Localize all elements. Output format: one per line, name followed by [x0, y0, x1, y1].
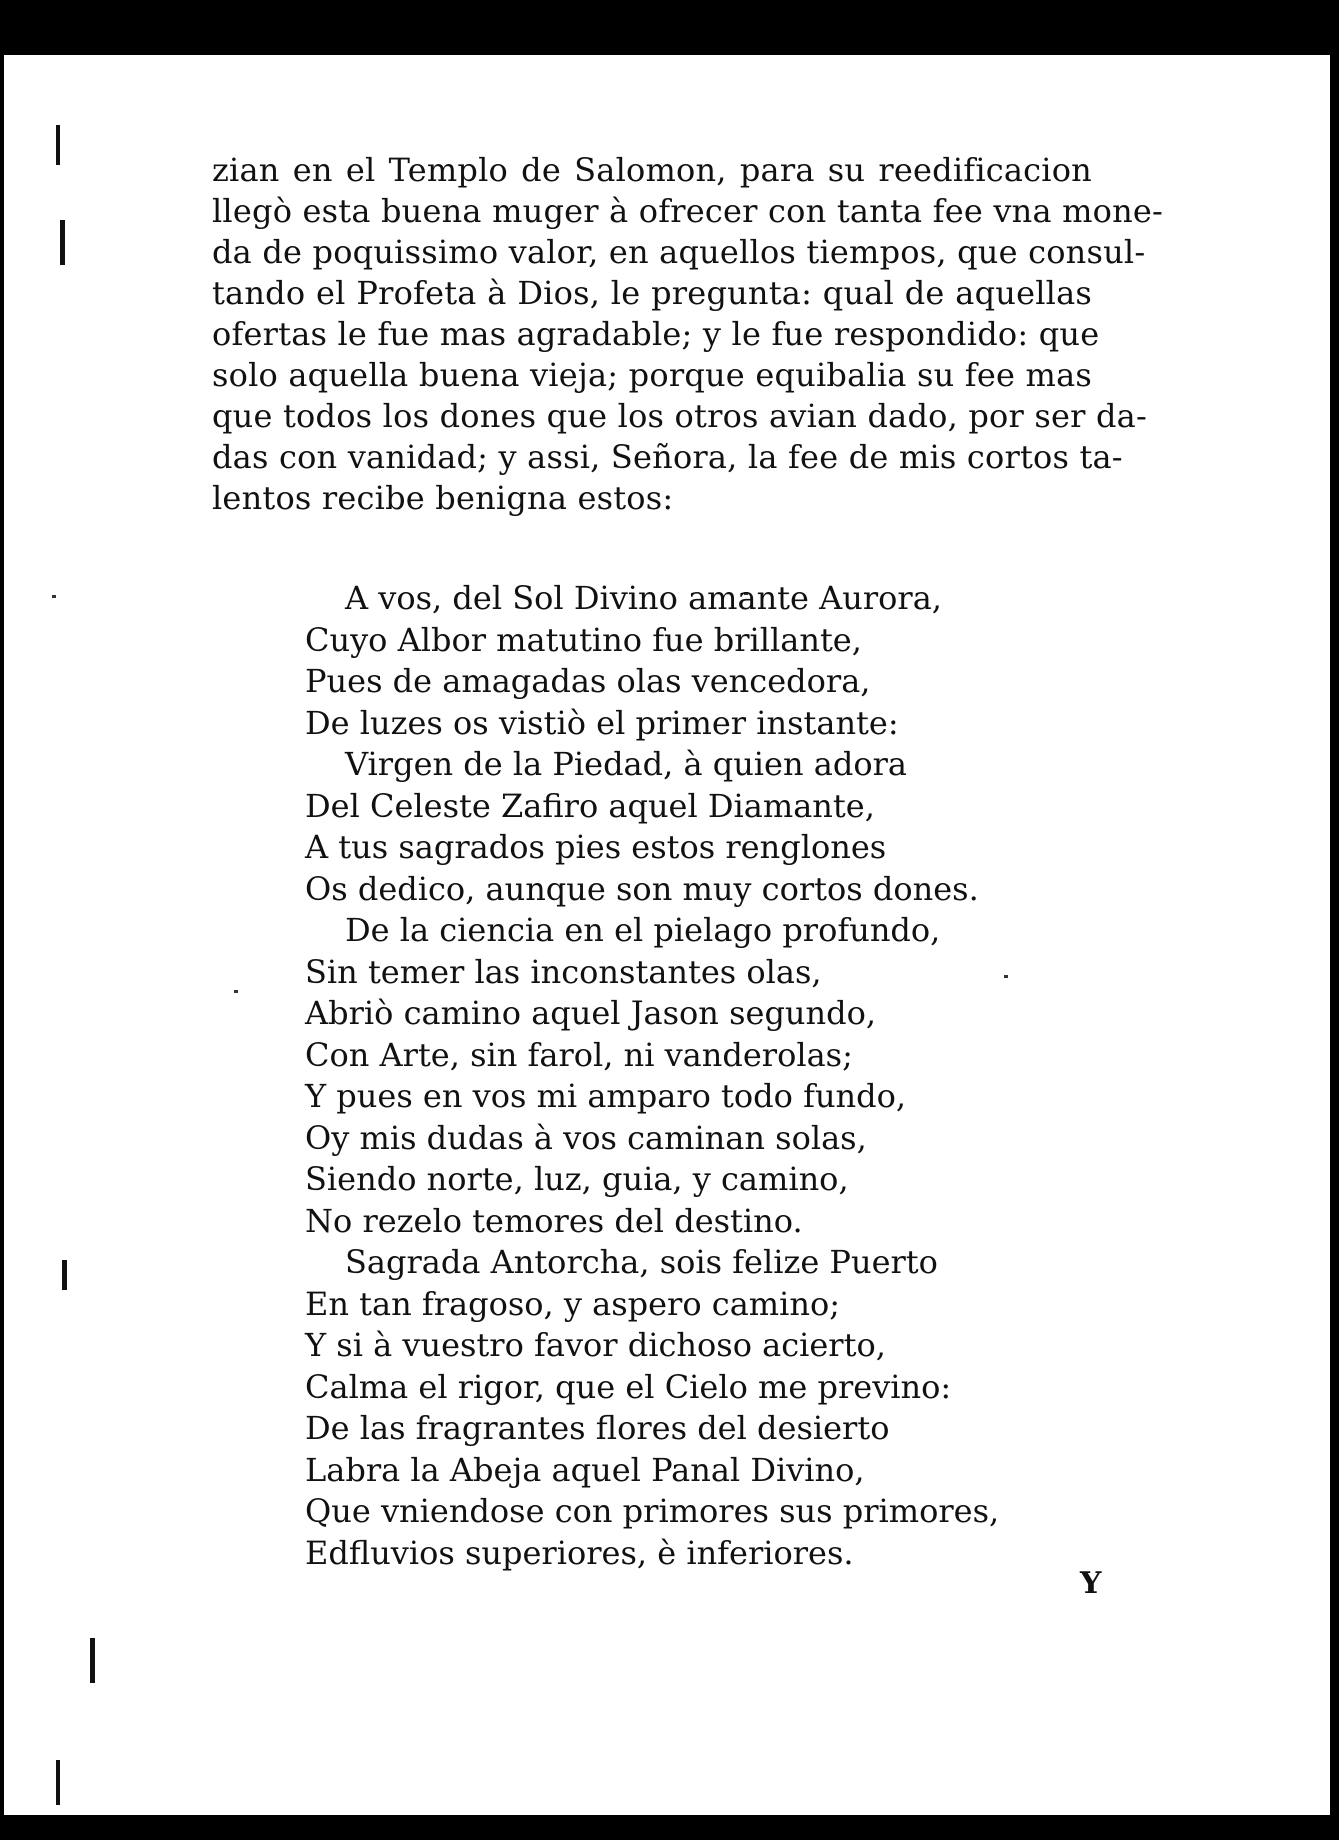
scan-border [0, 0, 1339, 55]
prose-line: lentos recibe benigna estos: [212, 479, 674, 517]
verse-line: Y pues en vos mi amparo todo fundo, [305, 1077, 907, 1115]
prose-line: zian en el Templo de Salomon, para su reedificacion [212, 151, 1092, 189]
speck [52, 595, 56, 598]
signature-mark: Y [1080, 1566, 1102, 1601]
verse-line: Calma el rigor, que el Cielo me previno: [305, 1367, 952, 1406]
verse-line: Abriò camino aquel Jason segundo, [305, 994, 877, 1032]
poem [305, 578, 1025, 1574]
verse-line: A vos, del Sol Divino amante Aurora, [345, 579, 942, 617]
verse-line: De luzes os vistiò el primer instante: [305, 703, 899, 742]
verse-line: Edfluvios superiores, è inferiores. [305, 1533, 854, 1572]
verse-line: Que vniendose con primores sus primores, [305, 1492, 1000, 1530]
binding-mark [60, 220, 65, 265]
verse-line: Del Celeste Zafiro aquel Diamante, [305, 786, 875, 825]
prose-paragraph [212, 150, 1164, 519]
prose-line: ofertas le fue mas agradable; y le fue respondido: que [212, 315, 1100, 353]
binding-mark [56, 125, 60, 165]
prose-line: llegò esta buena muger à ofrecer con tanta fee vna mone- [212, 192, 1164, 230]
speck [234, 990, 238, 993]
prose-line: das con vanidad; y assi, Señora, la fee de mis cortos ta- [212, 438, 1123, 476]
verse-line: De la ciencia en el pielago profundo, [345, 911, 941, 949]
verse-line: Pues de amagadas olas vencedora, [305, 662, 871, 700]
binding-mark [62, 1260, 67, 1290]
verse-line: Sagrada Antorcha, sois felize Puerto [345, 1243, 938, 1281]
verse-line: Siendo norte, luz, guia, y camino, [305, 1160, 849, 1198]
verse-line: Sin temer las inconstantes olas, [305, 952, 822, 991]
verse-line: Virgen de la Piedad, à quien adora [345, 745, 907, 783]
prose-line: da de poquissimo valor, en aquellos tiempos, que consul- [212, 233, 1146, 271]
binding-mark [56, 1760, 60, 1805]
verse-line: Y si à vuestro favor dichoso acierto, [305, 1326, 886, 1364]
verse-line: Oy mis dudas à vos caminan solas, [305, 1118, 867, 1157]
verse-line: A tus sagrados pies estos renglones [305, 828, 887, 866]
verse-line: De las fragrantes flores del desierto [305, 1409, 890, 1447]
prose-line: que todos los dones que los otros avian dado, por ser da- [212, 397, 1147, 435]
verse-line: No rezelo temores del destino. [305, 1201, 803, 1240]
verse-line: En tan fragoso, y aspero camino; [305, 1284, 840, 1323]
verse-line: Con Arte, sin farol, ni vanderolas; [305, 1035, 853, 1074]
verse-line: Os dedico, aunque son muy cortos dones. [305, 869, 979, 908]
verse-line: Cuyo Albor matutino fue brillante, [305, 620, 862, 659]
prose-line: solo aquella buena vieja; porque equibalia su fee mas [212, 356, 1092, 394]
verse-line: Labra la Abeja aquel Panal Divino, [305, 1450, 865, 1489]
binding-mark [90, 1638, 95, 1683]
prose-line: tando el Profeta à Dios, le pregunta: qual de aquellas [212, 274, 1092, 312]
